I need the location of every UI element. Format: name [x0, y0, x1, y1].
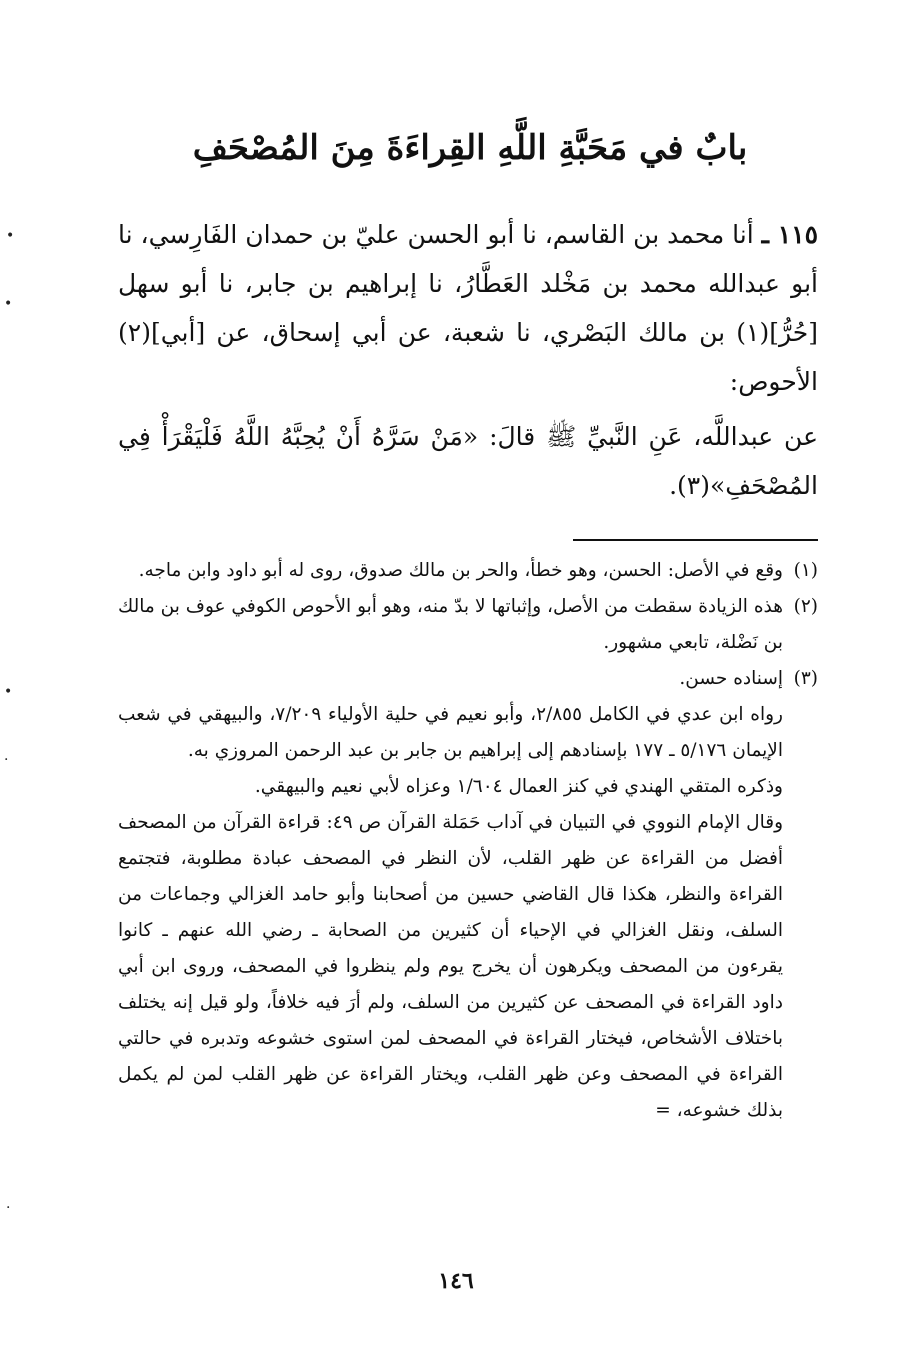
hadith-isnad	[118, 210, 818, 406]
hadith-matn: عن عبداللَّه، عَنِ النَّبيِّ ﷺ قالَ: «مَنْ سَرَّهُ أَنْ يُحِبَّهُ اللَّهُ فَلْيَقْرَأْ فِي المُصْحَفِ»(٣).	[118, 422, 818, 500]
footnote-paragraph: وقال الإمام النووي في التبيان في آداب حَمَلة القرآن ص ٤٩: قراءة القرآن من المصحف أفضل من القراءة عن ظهر القلب، لأن النظر في المصحف عبادة مطلوبة، فتجتمع القراءة والنظر، هكذا قال القاضي حسين من أصحابنا وأبو حامد الغزالي وجماعات من السلف، ونقل الغزالي في الإحياء أن كثيرين من الصحابة ـ رضي الله عنهم ـ كانوا يقرءون من المصحف ويكرهون أن يخرج يوم ولم ينظروا في المصحف، وروى ابن أبي داود القراءة في المصحف عن كثيرين من السلف، ولم أرَ فيه خلافاً، ولو قيل إنه يختلف باختلاف الأشخاص، فيختار القراءة في المصحف لمن استوى خشوعه وتدبره في حالتي القراءة في المصحف وعن ظهر القلب، ويختار القراءة عن ظهر القلب لمن لم يكمل بذلك خشوعه، =	[118, 812, 784, 1121]
footnote-paragraph: وقع في الأصل: الحسن، وهو خطأ، والحر بن مالك صدوق، روى له أبو داود وابن ماجه.	[138, 560, 783, 581]
footnote-number: (٣)	[793, 668, 818, 689]
footnote-text	[118, 553, 783, 589]
chapter-title: بابٌ في مَحَبَّةِ اللَّهِ القِراءَةَ مِنَ المُصْحَفِ	[192, 128, 748, 168]
page-number: ١٤٦	[438, 1268, 474, 1294]
footnote-2	[118, 589, 818, 661]
scan-speck: •	[6, 228, 15, 244]
hadith-body	[118, 210, 818, 510]
footnote-3	[118, 661, 818, 1129]
footnote-number: (١)	[793, 560, 818, 581]
hadith-number: ١١٥ ـ	[761, 220, 819, 249]
scan-speck: ·	[4, 752, 9, 768]
footnote-separator	[573, 539, 818, 541]
footnotes	[118, 553, 818, 1129]
footnote-text	[118, 661, 783, 1129]
scan-speck: ·	[6, 1200, 11, 1216]
isnad-text: أنا محمد بن القاسم، نا أبو الحسن عليّ بن حمدان الفَارِسي، نا أبو عبدالله محمد بن مَخْلد العَطَّارُ، نا إبراهيم بن جابر، نا أبو سهل [حُرُّ](١) بن مالك البَصْري، نا شعبة، عن أبي إسحاق، عن [أبي](٢) الأحوص:	[118, 220, 818, 396]
scan-speck: •	[4, 296, 13, 312]
footnote-text	[118, 589, 783, 661]
footnote-paragraph: إسناده حسن.	[679, 668, 783, 689]
footnote-paragraph: هذه الزيادة سقطت من الأصل، وإثباتها لا بدّ منه، وهو أبو الأحوص الكوفي عوف بن مالك بن نَضْلة، تابعي مشهور.	[118, 596, 783, 653]
footnote-1	[118, 553, 818, 589]
footnote-paragraph: رواه ابن عدي في الكامل ٢/٨٥٥، وأبو نعيم في حلية الأولياء ٧/٢٠٩، والبيهقي في شعب الإيمان ٥/١٧٦ ـ ١٧٧ بإسنادهم إلى إبراهيم بن جابر بن عبد الرحمن المروزي به.	[118, 704, 783, 761]
footnote-paragraph: وذكره المتقي الهندي في كنز العمال ١/٦٠٤ وعزاه لأبي نعيم والبيهقي.	[254, 776, 783, 797]
scan-speck: •	[4, 684, 13, 700]
footnote-number: (٢)	[793, 596, 818, 617]
